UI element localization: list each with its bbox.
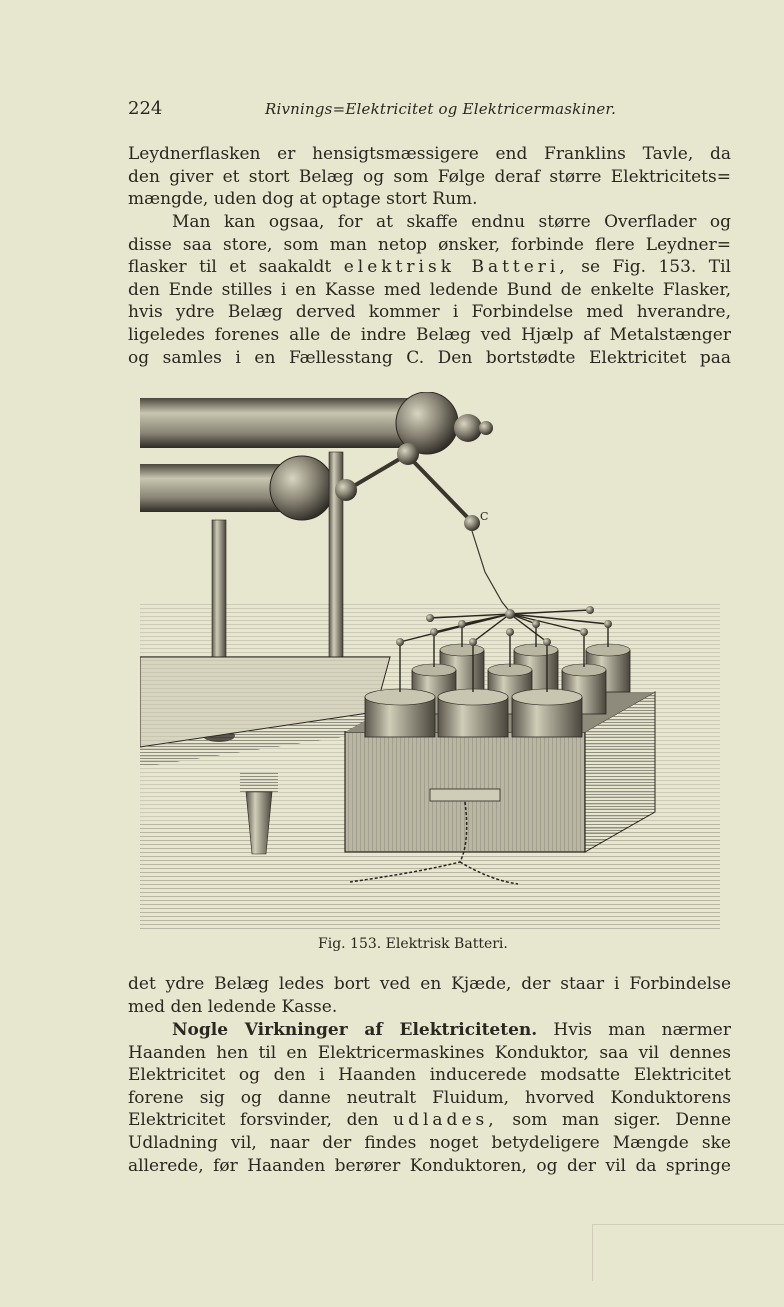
scan-corner-mark xyxy=(592,1224,784,1281)
paragraph-3 xyxy=(128,973,731,1018)
text-line: allerede, før Haanden berører Konduktoren, og der vil da springe xyxy=(128,1155,731,1176)
section-heading: Nogle Virkninger af Elektriciteten. xyxy=(172,1020,538,1040)
text-line: forene sig og danne neutralt Fluidum, hvorved Konduktorens xyxy=(128,1087,731,1108)
emphasized-term: udlades, xyxy=(393,1110,498,1131)
battery-illustration xyxy=(140,392,720,932)
text-segment: flasker til et saakaldt xyxy=(128,257,332,278)
emphasized-term: elektrisk Batteri, xyxy=(343,257,569,278)
running-header xyxy=(128,98,728,122)
text-segment: som man siger. Denne xyxy=(512,1110,731,1131)
jar-front-row xyxy=(365,689,582,737)
text-line: Man kan ogsaa, for at skaffe endnu større Overflader og xyxy=(172,212,731,232)
page-number: 224 xyxy=(128,98,163,119)
text-line-mixed xyxy=(128,256,731,279)
figure-caption: Fig. 153. Elektrisk Batteri. xyxy=(318,936,508,952)
text-line: den giver et stort Belæg og som Følge deraf større Elektricitets= xyxy=(128,166,731,187)
text-segment: Elektricitet forsvinder, den xyxy=(128,1110,379,1131)
text-line: Leydnerflasken er hensigtsmæssigere end Franklins Tavle, da xyxy=(128,144,731,164)
text-segment: se Fig. 153. Til xyxy=(581,257,731,278)
text-segment: Hvis man nærmer xyxy=(553,1020,731,1040)
text-line-mixed xyxy=(128,1109,731,1132)
running-title: Rivnings=Elektricitet og Elektricermaskiner. xyxy=(265,100,617,118)
paragraph-2 xyxy=(128,211,731,369)
text-line: disse saa store, som man netop ønsker, forbinde flere Leydner= xyxy=(128,234,731,255)
paragraph-4 xyxy=(128,1019,731,1177)
text-line: med den ledende Kasse. xyxy=(128,996,338,1017)
text-line: mængde, uden dog at optage stort Rum. xyxy=(128,189,478,210)
text-line: og samles i en Fællesstang C. Den bortstødte Elektricitet paa xyxy=(128,347,731,368)
text-line: ligeledes forenes alle de indre Belæg ved Hjælp af Metalstænger xyxy=(128,324,731,345)
text-line: Haanden hen til en Elektricermaskines Konduktor, saa vil dennes xyxy=(128,1042,731,1063)
text-line: Udladning vil, naar der findes noget betydeligere Mængde ske xyxy=(128,1132,731,1153)
text-line: det ydre Belæg ledes bort ved en Kjæde, der staar i Forbindelse xyxy=(128,974,731,994)
text-line: hvis ydre Belæg derved kommer i Forbindelse med hverandre, xyxy=(128,302,731,323)
text-line: den Ende stilles i en Kasse med ledende Bund de enkelte Flasker, xyxy=(128,279,731,300)
text-line: Elektricitet og den i Haanden inducerede modsatte Elektricitet xyxy=(128,1065,731,1086)
text-line-heading xyxy=(128,1019,731,1042)
label-c: C xyxy=(480,510,489,523)
paragraph-1 xyxy=(128,143,731,211)
